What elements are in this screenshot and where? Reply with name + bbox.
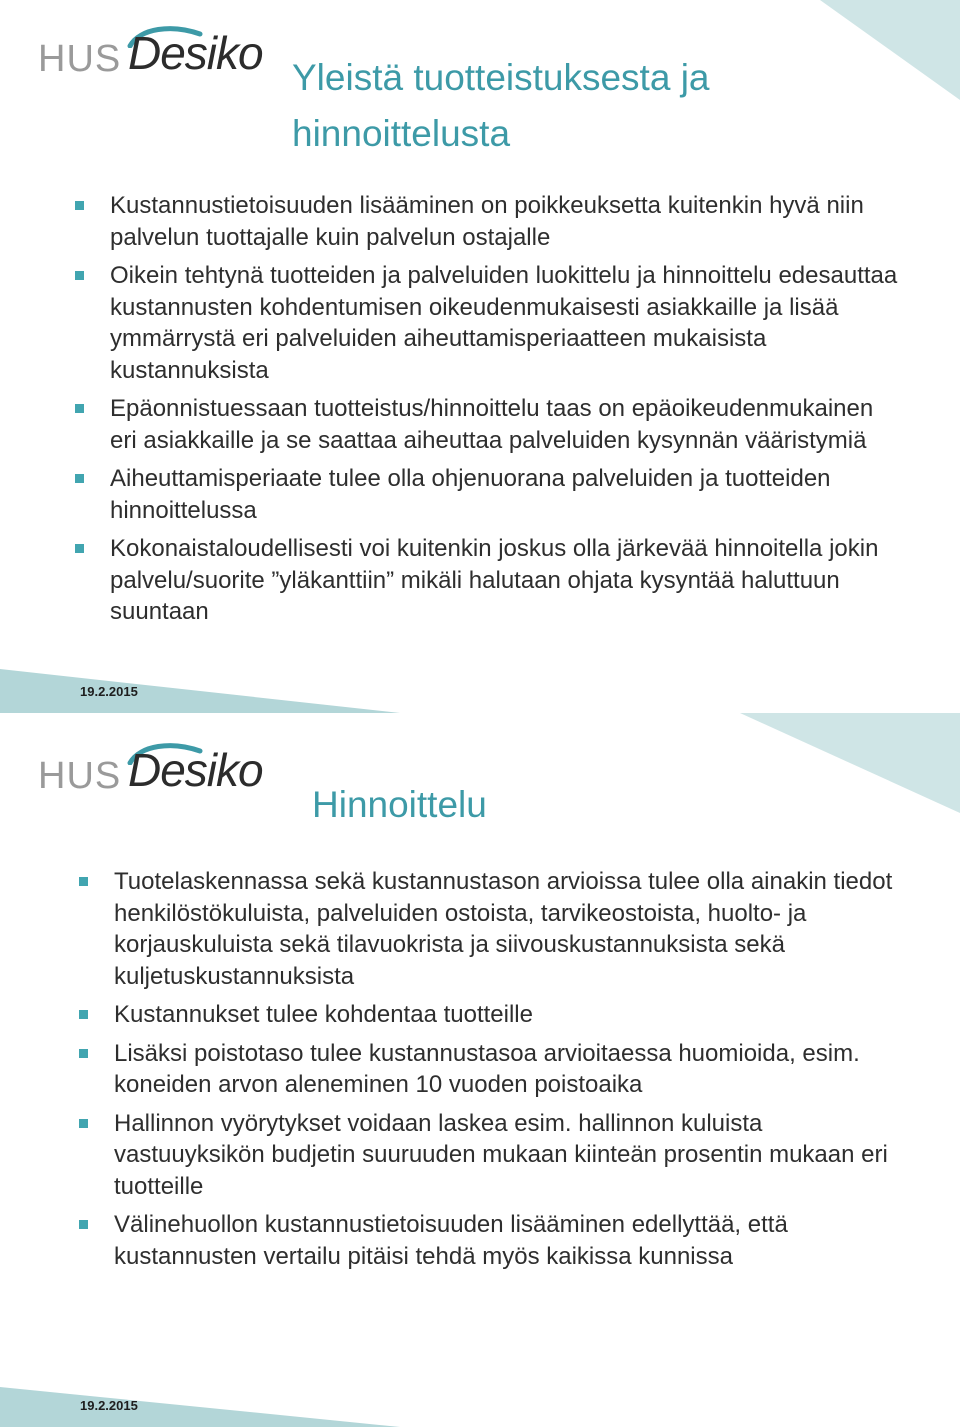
logo-desiko-text: Desiko <box>128 27 263 79</box>
square-bullet-icon <box>79 1010 88 1019</box>
logo-desiko-text: Desiko <box>128 744 263 796</box>
bullet-item <box>74 999 904 1031</box>
square-bullet-icon <box>75 201 84 210</box>
hus-desiko-logo <box>38 24 273 84</box>
bullet-item <box>70 533 900 628</box>
hus-desiko-logo <box>38 741 273 801</box>
square-bullet-icon <box>75 474 84 483</box>
bullet-text: Hallinnon vyörytykset voidaan laskea esim. hallinnon kuluista vastuuyksikön budjetin suuruuden mukaan kiinteän prosentin mukaan eri tuotteille <box>114 1109 888 1200</box>
bullet-text: Aiheuttamisperiaate tulee olla ohjenuorana palveluiden ja tuotteiden hinnoittelussa <box>110 465 831 524</box>
bullet-text: Kustannukset tulee kohdentaa tuotteille <box>114 1001 533 1028</box>
bottom-swoosh-decoration <box>0 663 400 713</box>
bullet-item <box>74 1108 904 1203</box>
bullet-item <box>70 260 900 386</box>
square-bullet-icon <box>75 271 84 280</box>
logo-hus-text: HUS <box>38 755 122 797</box>
bullet-text: Lisäksi poistotaso tulee kustannustasoa arvioitaessa huomioida, esim. koneiden arvon aleneminen 10 vuoden poistoaika <box>114 1039 860 1098</box>
bullet-text: Tuotelaskennassa sekä kustannustason arvioissa tulee olla ainakin tiedot henkilöstökuluista, palveluiden ostoista, tarvikeostoista, huolto- ja korjauskuluista sekä tilavuokrista ja siivouskustannuksista sekä kuljetuskustannuksista <box>114 868 893 990</box>
slide-2 <box>0 713 960 1427</box>
logo-hus-text: HUS <box>38 38 122 80</box>
bullet-text: Kustannustietoisuuden lisääminen on poikkeuksetta kuitenkin hyvä niin palvelun tuottajalle kuin palvelun ostajalle <box>110 192 864 251</box>
bottom-swoosh-decoration <box>0 1377 400 1427</box>
footer-date: 19.2.2015 <box>80 684 138 699</box>
slide-title: Yleistä tuotteistuksesta ja hinnoittelusta <box>292 57 710 154</box>
bullet-text: Epäonnistuessaan tuotteistus/hinnoittelu taas on epäoikeudenmukainen eri asiakkaille ja se saattaa aiheuttaa palveluiden kysynnän vääristymiä <box>110 395 874 454</box>
bullet-item <box>70 463 900 526</box>
square-bullet-icon <box>79 1049 88 1058</box>
slide-1 <box>0 0 960 713</box>
square-bullet-icon <box>75 404 84 413</box>
square-bullet-icon <box>75 544 84 553</box>
bullet-item <box>74 866 904 992</box>
square-bullet-icon <box>79 1220 88 1229</box>
bullet-list <box>70 190 900 635</box>
footer-date: 19.2.2015 <box>80 1398 138 1413</box>
bullet-item <box>74 1038 904 1101</box>
bullet-text: Oikein tehtynä tuotteiden ja palveluiden luokittelu ja hinnoittelu edesauttaa kustannusten kohdentumisen oikeudenmukaisesti asiakkaille ja lisää ymmärrystä eri palveluiden aiheuttamisperiaatteen mukaisista kustannuksista <box>110 262 898 384</box>
square-bullet-icon <box>79 877 88 886</box>
bullet-text: Kokonaistaloudellisesti voi kuitenkin joskus olla järkevää hinnoitella jokin palvelu/suorite ”yläkanttiin” mikäli halutaan ohjata kysyntää haluttuun suuntaan <box>110 535 879 625</box>
bullet-list <box>74 866 904 1279</box>
bullet-text: Välinehuollon kustannustietoisuuden lisääminen edellyttää, että kustannusten vertailu pitäisi tehdä myös kaikissa kunnissa <box>114 1211 788 1270</box>
slide-title: Hinnoittelu <box>312 784 487 825</box>
bullet-item <box>74 1209 904 1272</box>
square-bullet-icon <box>79 1119 88 1128</box>
bullet-item <box>70 393 900 456</box>
bullet-item <box>70 190 900 253</box>
